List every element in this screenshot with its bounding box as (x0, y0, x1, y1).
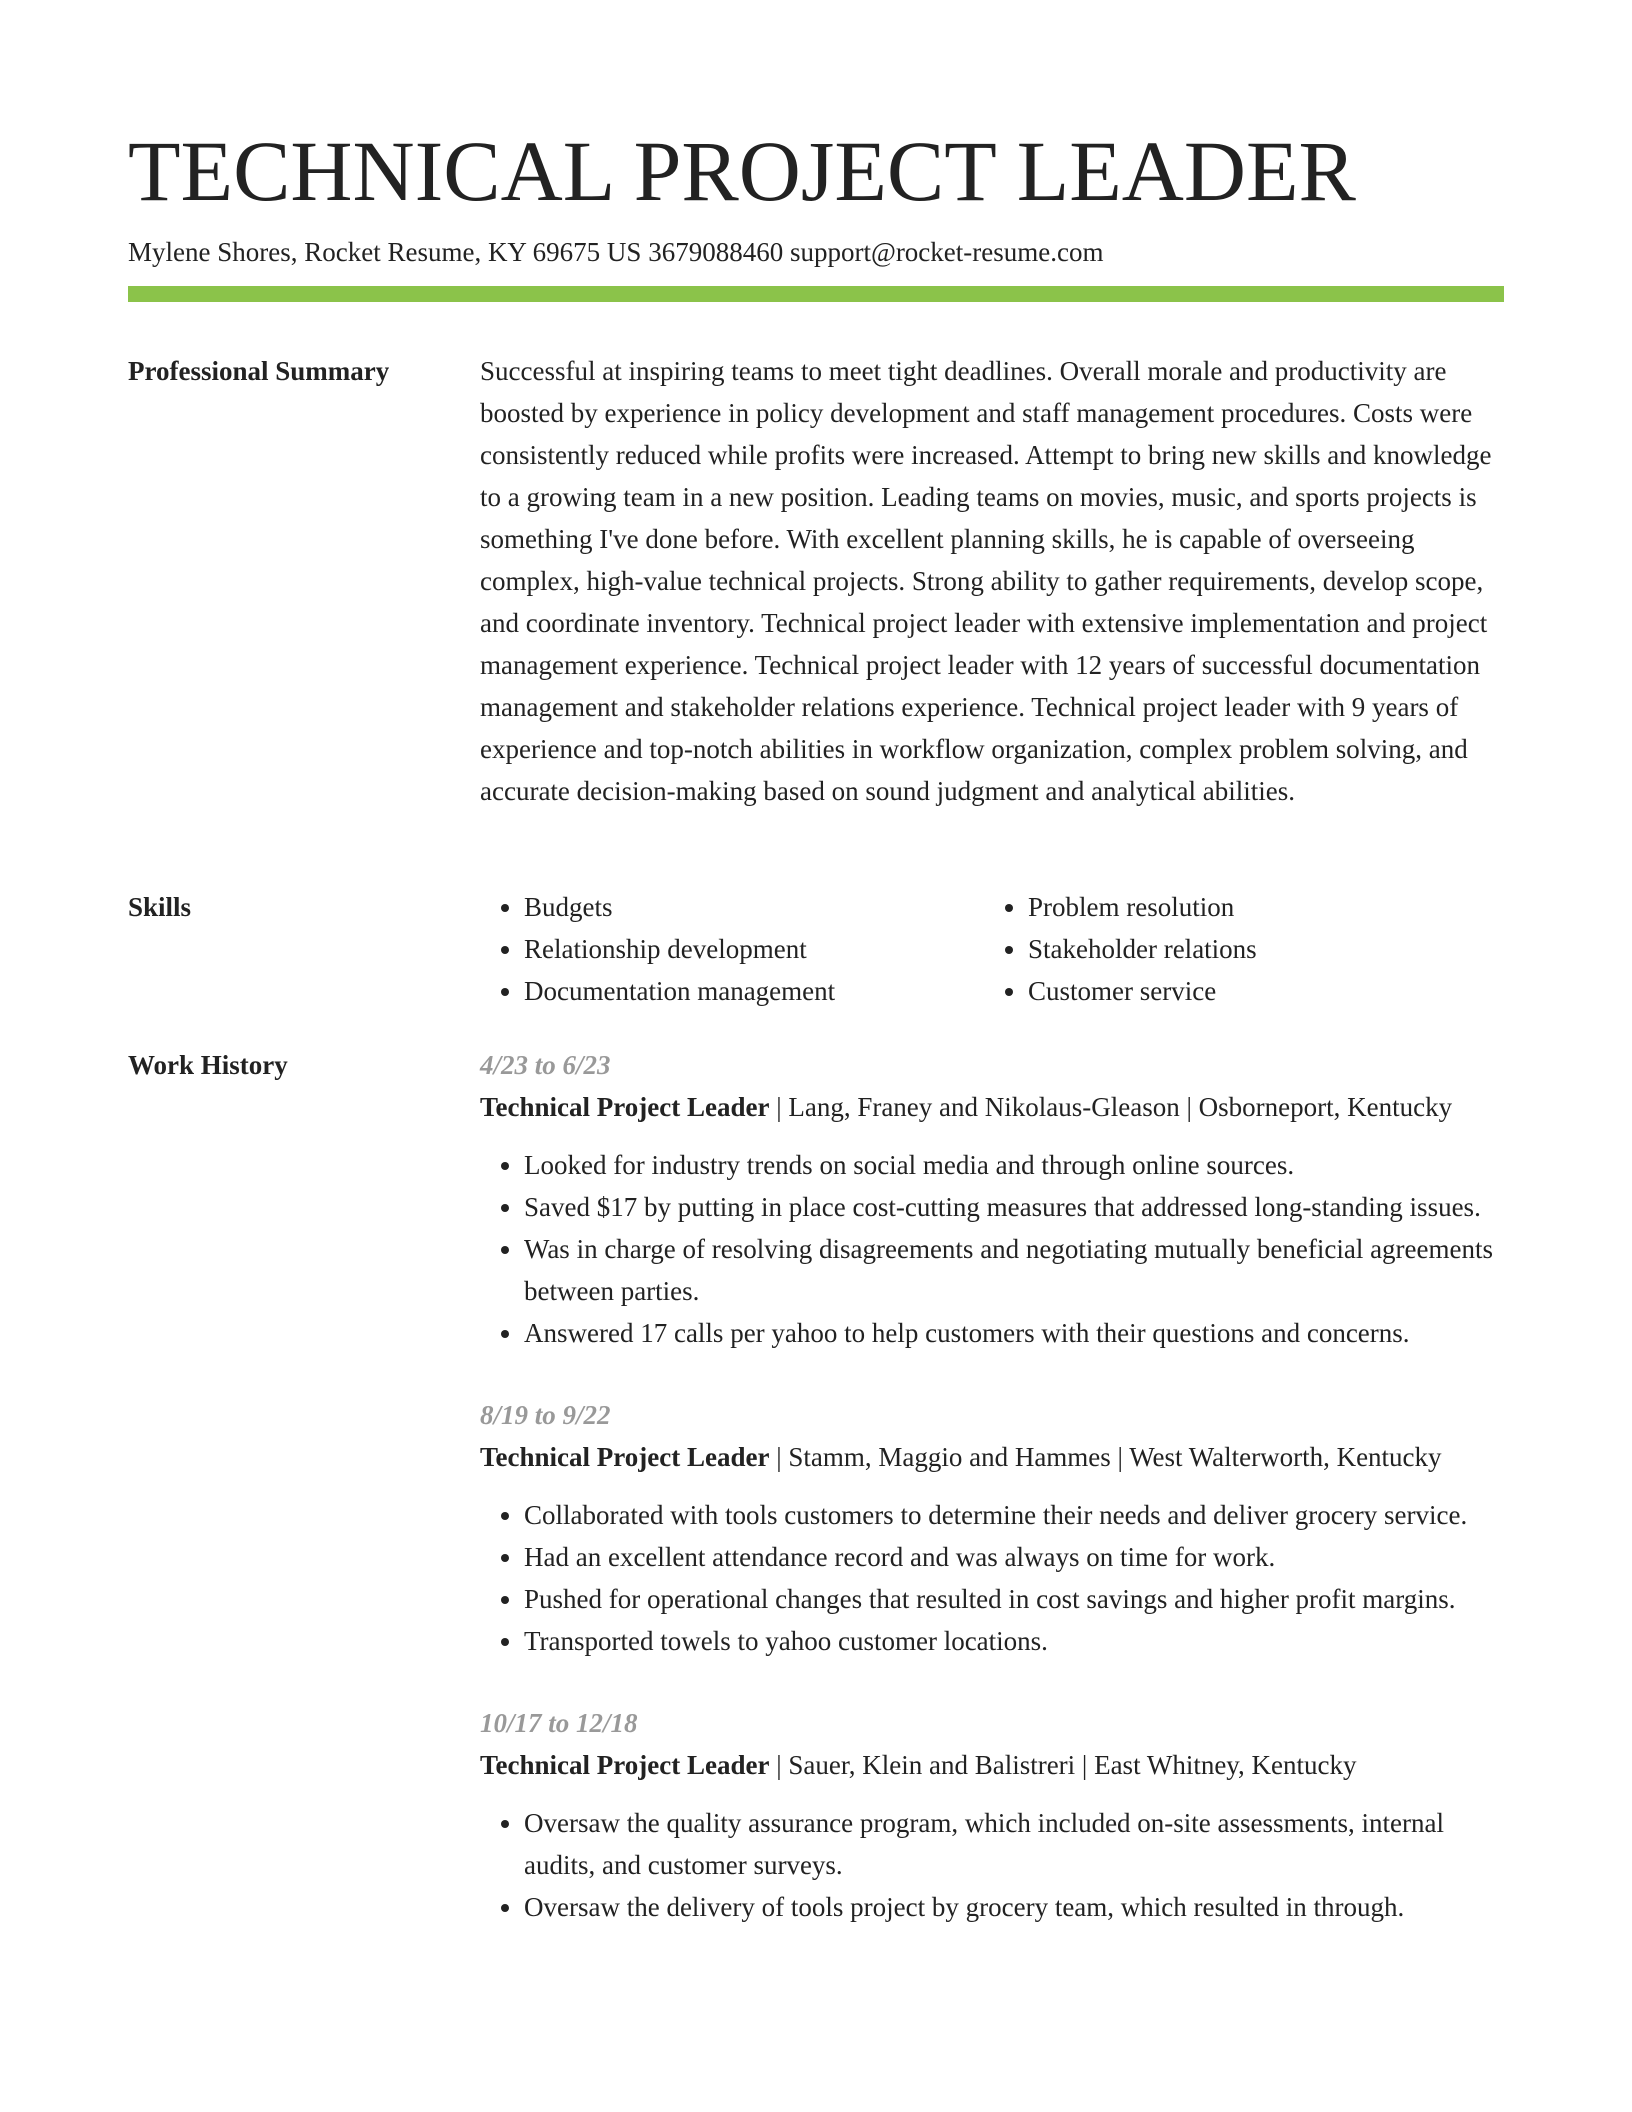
job-title: Technical Project Leader (480, 1092, 770, 1122)
skill-item: • Documentation management (524, 970, 984, 1012)
job-dates: 10/17 to 12/18 (480, 1708, 638, 1738)
job-bullet: • Oversaw the delivery of tools project by grocery team, which resulted in through. (524, 1886, 1504, 1928)
work-body (480, 1044, 1504, 1956)
skills-grid (480, 886, 1504, 1012)
job-bullet: • Looked for industry trends on social media and through online sources. (524, 1144, 1504, 1186)
job-heading (480, 1436, 1504, 1478)
work-heading: Work History (128, 1050, 288, 1080)
contact-line: Mylene Shores, Rocket Resume, KY 69675 US 3679088460 support@rocket-resume.com (128, 237, 1104, 267)
job-bullets (480, 1802, 1504, 1928)
summary-heading: Professional Summary (128, 356, 390, 386)
job-details: | Sauer, Klein and Balistreri | East Whitney, Kentucky (769, 1750, 1357, 1780)
job-dates: 8/19 to 9/22 (480, 1400, 611, 1430)
job-bullet: • Saved $17 by putting in place cost-cutting measures that addressed long-standing issues. (524, 1186, 1504, 1228)
summary-text: Successful at inspiring teams to meet tight deadlines. Overall morale and productivity are boosted by experience in policy development and staff management procedures. Costs were consistently reduced while profits were increased. Attempt to bring new skills and knowledge to a growing team in a new position. Leading teams on movies, music, and sports projects is something I've done before. With excellent planning skills, he is capable of overseeing complex, high-value technical projects. Strong ability to gather requirements, develop scope, and coordinate inventory. Technical project leader with extensive implementation and project management experience. Technical project leader with 12 years of successful documentation management and stakeholder relations experience. Technical project leader with 9 years of experience and top-notch abilities in workflow organization, complex problem solving, and accurate decision-making based on sound judgment and analytical abilities. (480, 356, 1492, 806)
job-details: | Stamm, Maggio and Hammes | West Walterworth, Kentucky (769, 1442, 1442, 1472)
job-entry (480, 1044, 1504, 1354)
job-bullet: • Pushed for operational changes that resulted in cost savings and higher profit margins. (524, 1578, 1504, 1620)
skill-item: • Budgets (524, 886, 984, 928)
job-bullet: • Answered 17 calls per yahoo to help customers with their questions and concerns. (524, 1312, 1504, 1354)
skill-item: • Customer service (1028, 970, 1488, 1012)
skill-item: • Relationship development (524, 928, 984, 970)
job-entry (480, 1702, 1504, 1928)
skills-list-right (984, 886, 1488, 1012)
job-bullet: • Collaborated with tools customers to determine their needs and deliver grocery service. (524, 1494, 1504, 1536)
skills-body (480, 886, 1504, 1012)
job-entry (480, 1394, 1504, 1662)
skills-heading: Skills (128, 892, 192, 922)
job-bullets (480, 1494, 1504, 1662)
job-title: Technical Project Leader (480, 1442, 770, 1472)
job-title: Technical Project Leader (480, 1750, 770, 1780)
job-bullets (480, 1144, 1504, 1354)
resume-header (128, 116, 1504, 270)
skill-item: • Problem resolution (1028, 886, 1488, 928)
job-heading (480, 1086, 1504, 1128)
job-bullet: • Was in charge of resolving disagreements and negotiating mutually beneficial agreements between parties. (524, 1228, 1504, 1312)
skill-item: • Stakeholder relations (1028, 928, 1488, 970)
job-bullet: • Had an excellent attendance record and was always on time for work. (524, 1536, 1504, 1578)
job-heading (480, 1744, 1504, 1786)
accent-divider (128, 286, 1504, 302)
summary-body (480, 350, 1504, 812)
job-dates: 4/23 to 6/23 (480, 1050, 611, 1080)
job-details: | Lang, Franey and Nikolaus-Gleason | Osborneport, Kentucky (769, 1092, 1453, 1122)
job-bullet: • Transported towels to yahoo customer locations. (524, 1620, 1504, 1662)
job-bullet: • Oversaw the quality assurance program, which included on-site assessments, internal audits, and customer surveys. (524, 1802, 1504, 1886)
page-title: TECHNICAL PROJECT LEADER (128, 123, 1356, 219)
skills-list-left (480, 886, 984, 1012)
